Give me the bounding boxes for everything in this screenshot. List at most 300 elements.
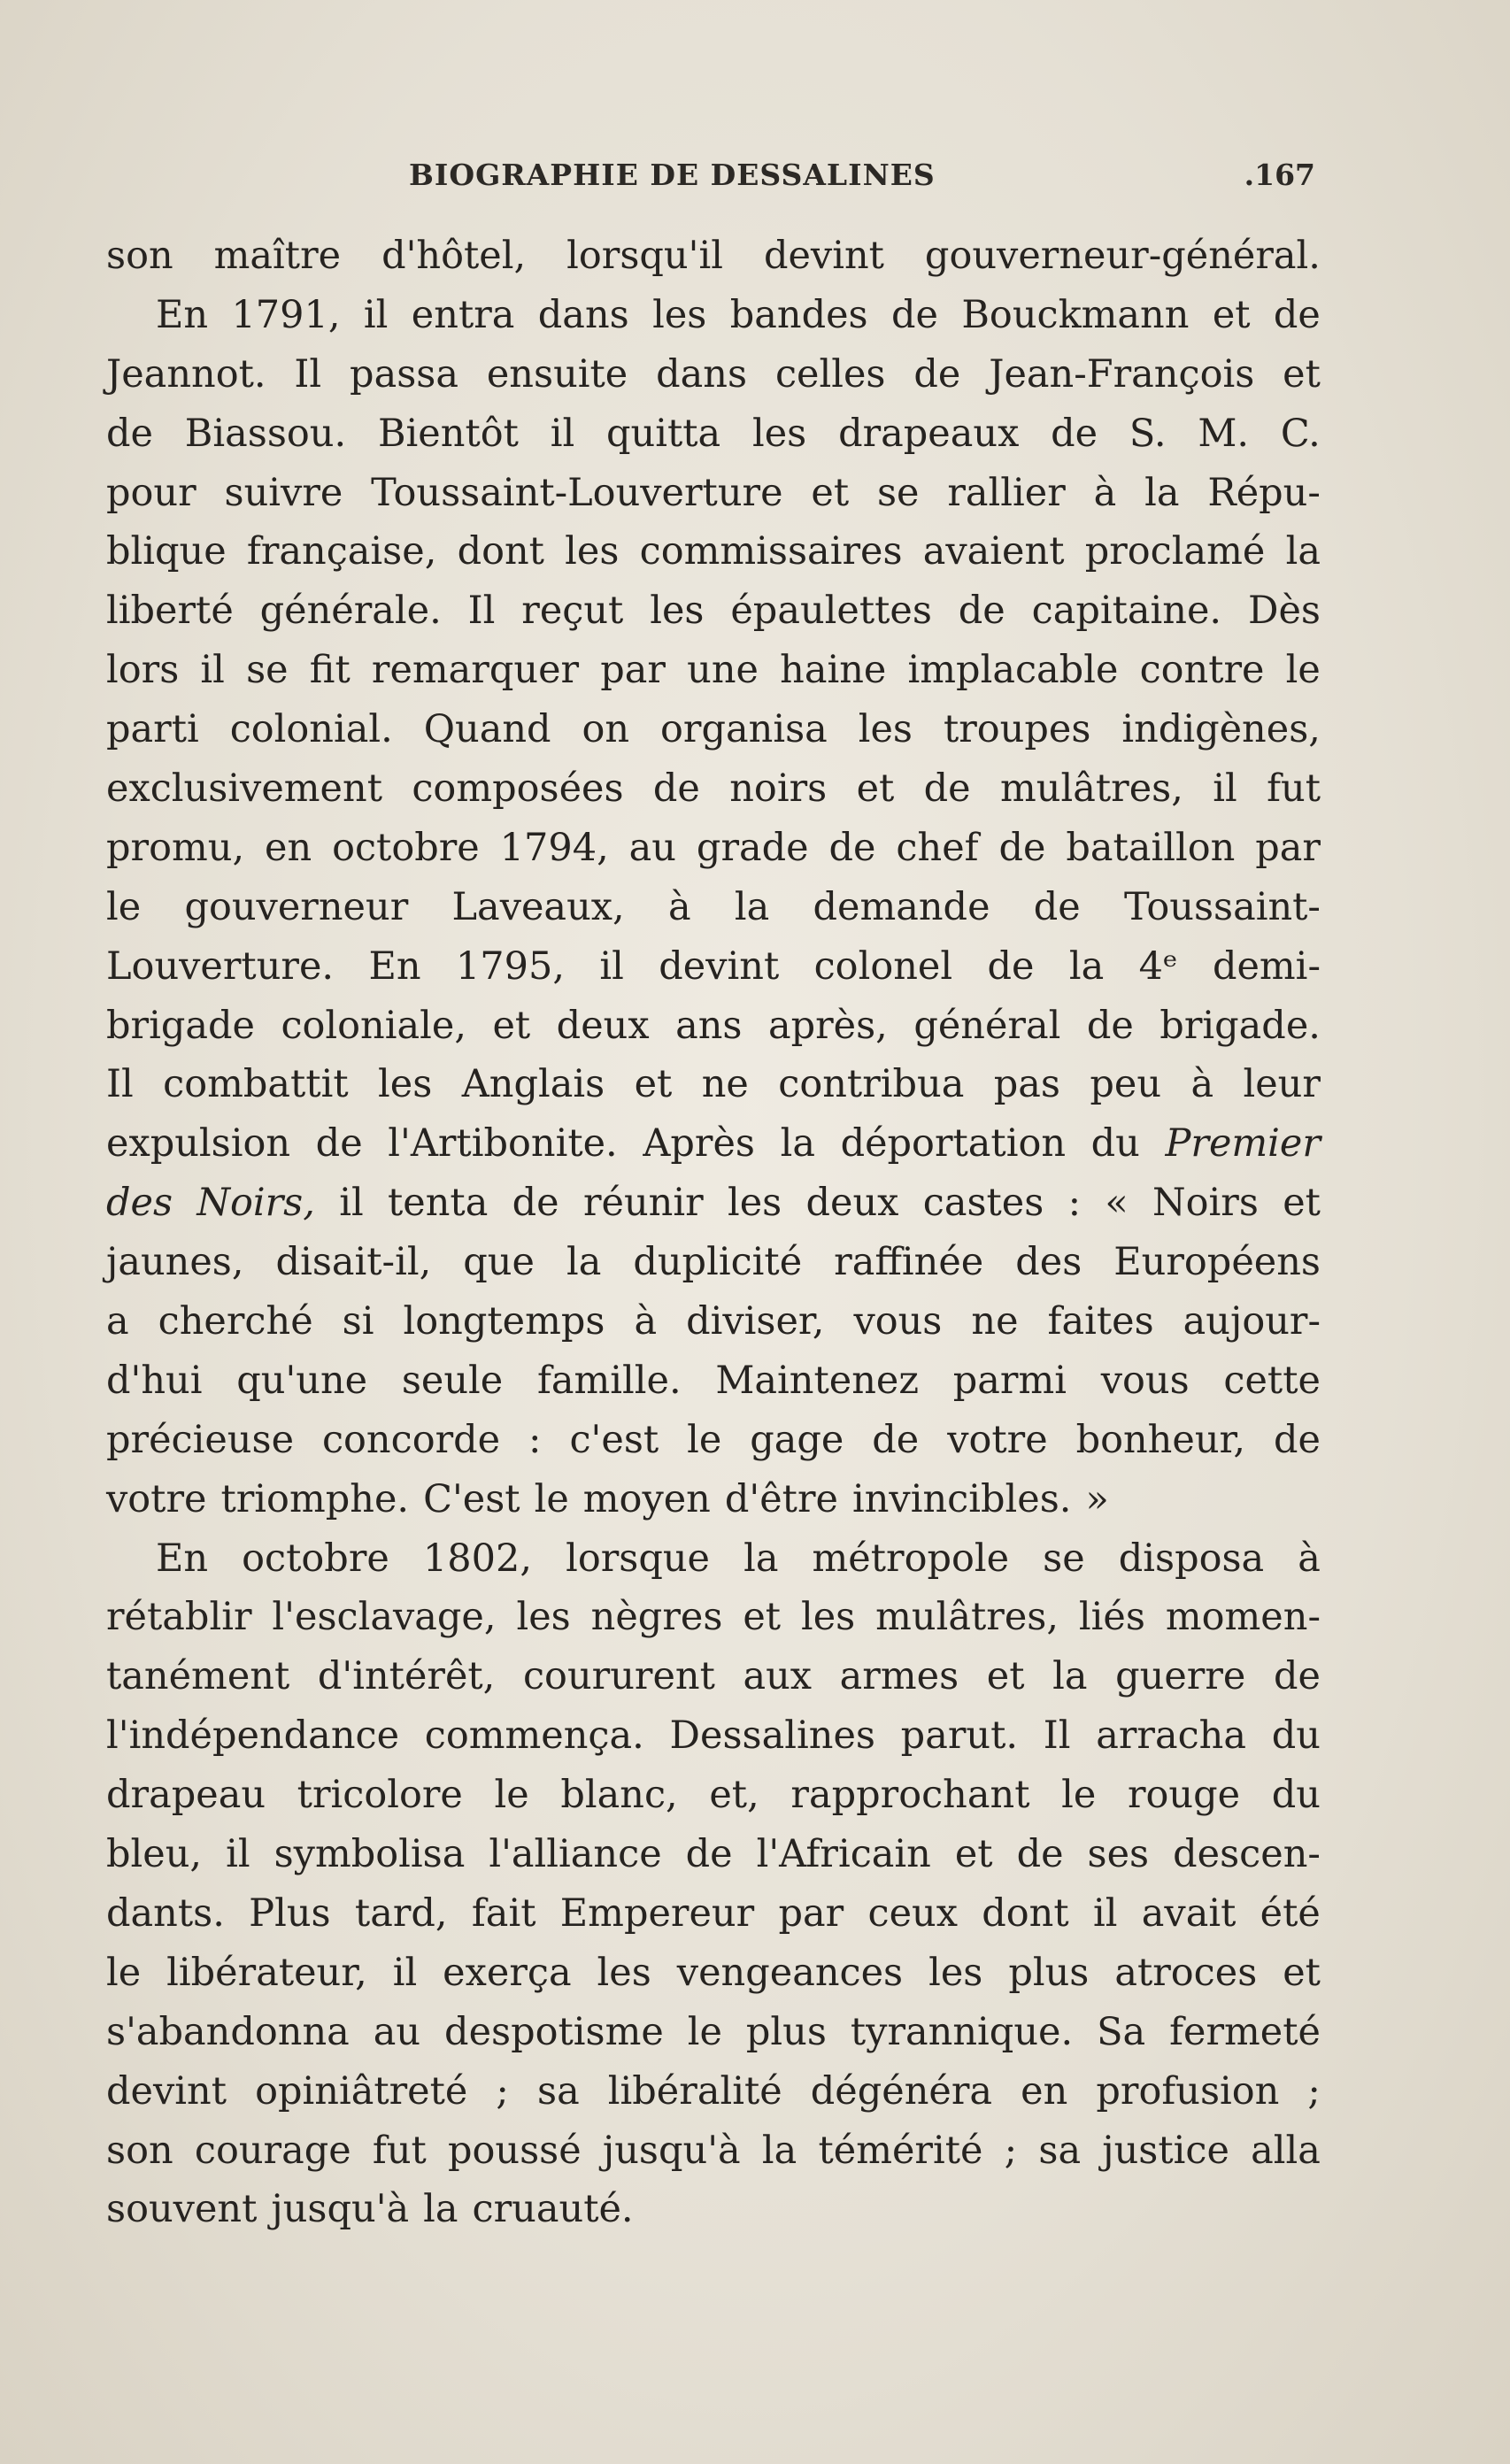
word: s'abandonna bbox=[106, 2009, 350, 2054]
word: rétablir bbox=[106, 1595, 252, 1640]
word: au bbox=[628, 825, 677, 870]
text-line bbox=[106, 2062, 1321, 2121]
word: dont bbox=[982, 1890, 1069, 1936]
word: En bbox=[368, 943, 421, 989]
word: leur bbox=[1243, 1062, 1321, 1107]
word: aux bbox=[743, 1654, 813, 1699]
word: demande bbox=[813, 884, 990, 929]
word: faites bbox=[1047, 1299, 1154, 1344]
word: Jean-François bbox=[989, 351, 1255, 397]
text-line bbox=[106, 1174, 1321, 1233]
word: organisa bbox=[660, 707, 828, 752]
text-line bbox=[106, 641, 1321, 700]
text-line bbox=[106, 1825, 1321, 1884]
word: et bbox=[743, 1595, 782, 1640]
word: par bbox=[600, 648, 666, 693]
word: de bbox=[923, 766, 971, 812]
word: despotisme bbox=[444, 2009, 664, 2054]
word: parmi bbox=[952, 1358, 1067, 1403]
word: Quand bbox=[423, 707, 551, 752]
word: atroces bbox=[1114, 1950, 1258, 1995]
word: d'hui bbox=[106, 1358, 203, 1403]
word: Premier bbox=[1165, 1121, 1321, 1167]
text-line bbox=[106, 2180, 1321, 2239]
word: invincibles. bbox=[851, 1476, 1072, 1521]
word: Bientôt bbox=[377, 411, 519, 456]
word: de bbox=[1273, 292, 1321, 337]
word: commissaires bbox=[639, 529, 903, 574]
word: En bbox=[156, 292, 209, 337]
word: 4ᵉ bbox=[1138, 943, 1178, 989]
text-line bbox=[106, 700, 1321, 759]
word: composées bbox=[412, 766, 624, 812]
word: et bbox=[856, 766, 895, 812]
word: Il bbox=[467, 589, 496, 634]
text-line bbox=[106, 522, 1321, 581]
word: de bbox=[1051, 411, 1098, 456]
word: combattit bbox=[163, 1062, 349, 1107]
word: avaient bbox=[922, 529, 1065, 574]
word: à bbox=[1190, 1062, 1214, 1107]
word: promu, bbox=[106, 825, 245, 870]
word: la bbox=[1144, 470, 1180, 515]
text-line bbox=[106, 878, 1321, 937]
word: jaunes, bbox=[106, 1240, 244, 1285]
word: » bbox=[1085, 1476, 1109, 1521]
word: à bbox=[634, 1299, 658, 1344]
word: d'intérêt, bbox=[317, 1654, 496, 1699]
word: expulsion bbox=[106, 1121, 291, 1167]
word: 1795, bbox=[455, 943, 565, 989]
word: ; bbox=[1004, 2128, 1018, 2173]
word: Plus bbox=[249, 1890, 331, 1936]
word: les bbox=[652, 292, 707, 337]
word: les bbox=[565, 529, 620, 574]
word: parti bbox=[106, 707, 199, 752]
word: colonial. bbox=[229, 707, 393, 752]
word: octobre bbox=[332, 825, 480, 870]
text-line bbox=[106, 404, 1321, 464]
word: contre bbox=[1139, 648, 1265, 693]
word: ensuite bbox=[486, 351, 628, 397]
word: de bbox=[872, 1417, 920, 1462]
word: rouge bbox=[1127, 1773, 1241, 1818]
body-text bbox=[106, 227, 1321, 2239]
word: de bbox=[998, 825, 1046, 870]
running-title: BIOGRAPHIE DE DESSALINES bbox=[409, 158, 936, 192]
word: son bbox=[106, 2128, 173, 2173]
word: ; bbox=[1307, 2068, 1321, 2114]
word: cherché bbox=[158, 1299, 313, 1344]
word: de bbox=[1086, 1003, 1134, 1048]
word: entra bbox=[411, 292, 515, 337]
word: deux bbox=[805, 1181, 899, 1226]
word: Bouckmann bbox=[961, 292, 1190, 337]
word: les bbox=[751, 411, 807, 456]
text-line bbox=[106, 1944, 1321, 2003]
word: libéralité bbox=[607, 2068, 782, 2114]
word: blanc, bbox=[560, 1773, 678, 1818]
word: Empereur bbox=[559, 1890, 755, 1936]
word: les bbox=[858, 707, 913, 752]
word: le bbox=[534, 1476, 569, 1521]
text-line bbox=[106, 759, 1321, 819]
word: à bbox=[667, 884, 691, 929]
word: proclamé bbox=[1084, 529, 1266, 574]
word: du bbox=[1271, 1713, 1321, 1759]
word: du bbox=[1090, 1121, 1140, 1167]
word: et bbox=[1283, 1950, 1321, 1995]
word: duplicité bbox=[633, 1240, 803, 1285]
word: vengeances bbox=[676, 1950, 904, 1995]
word: plus bbox=[1008, 1950, 1090, 1995]
text-line bbox=[106, 2003, 1321, 2062]
word: drapeaux bbox=[838, 411, 1020, 456]
word: mulâtres, bbox=[875, 1595, 1059, 1640]
word: la bbox=[1285, 529, 1321, 574]
word: à bbox=[1093, 470, 1117, 515]
word: il bbox=[226, 1832, 250, 1877]
word: de bbox=[652, 766, 700, 812]
word: aujour- bbox=[1183, 1299, 1321, 1344]
word: les bbox=[800, 1595, 856, 1640]
word: rapprochant bbox=[790, 1773, 1030, 1818]
word: quitta bbox=[606, 411, 721, 456]
word: et bbox=[634, 1062, 673, 1107]
word: liberté bbox=[106, 589, 234, 634]
word: poussé bbox=[448, 2128, 582, 2173]
word: mulâtres, bbox=[1000, 766, 1183, 812]
word: témérité bbox=[818, 2128, 983, 2173]
word: fermeté bbox=[1169, 2009, 1321, 2054]
word: guerre bbox=[1115, 1654, 1246, 1699]
word: octobre bbox=[242, 1536, 389, 1581]
word: le bbox=[1285, 648, 1321, 693]
word: des bbox=[1015, 1240, 1082, 1285]
word: devint bbox=[763, 234, 884, 278]
word: se bbox=[246, 648, 289, 693]
text-line bbox=[106, 345, 1321, 404]
word: commença. bbox=[424, 1713, 644, 1759]
text-line bbox=[106, 1706, 1321, 1766]
word: passa bbox=[350, 351, 458, 397]
word: l'esclavage, bbox=[272, 1595, 497, 1640]
word: général bbox=[913, 1003, 1061, 1048]
word: des bbox=[106, 1181, 173, 1226]
word: souvent bbox=[106, 2187, 258, 2232]
running-head bbox=[113, 158, 1315, 202]
word: bleu, bbox=[106, 1832, 203, 1877]
word: votre bbox=[106, 1476, 207, 1521]
word: ; bbox=[496, 2068, 509, 2114]
word: jusqu'à bbox=[602, 2128, 741, 2173]
word: dants. bbox=[106, 1890, 225, 1936]
word: vous bbox=[853, 1299, 943, 1344]
word: brigade bbox=[106, 1003, 255, 1048]
word: Laveaux, bbox=[451, 884, 625, 929]
word: les bbox=[928, 1950, 983, 1995]
word: et bbox=[492, 1003, 531, 1048]
word: si bbox=[342, 1299, 374, 1344]
word: et bbox=[811, 470, 850, 515]
word: la bbox=[423, 2187, 458, 2232]
word: triomphe. bbox=[220, 1476, 410, 1521]
word: remarquer bbox=[371, 648, 580, 693]
page-number: .167 bbox=[1244, 158, 1315, 192]
word: il bbox=[1213, 766, 1237, 812]
word: longtemps bbox=[403, 1299, 605, 1344]
text-line bbox=[106, 1470, 1321, 1529]
word: brigade. bbox=[1159, 1003, 1321, 1048]
word: exclusivement bbox=[106, 766, 382, 812]
word: la bbox=[734, 884, 770, 929]
word: de bbox=[890, 292, 938, 337]
word: capitaine. bbox=[1031, 589, 1222, 634]
word: seule bbox=[401, 1358, 504, 1403]
word: le bbox=[106, 884, 142, 929]
word: et, bbox=[709, 1773, 759, 1818]
word: drapeau bbox=[106, 1773, 266, 1818]
word: momen- bbox=[1165, 1595, 1321, 1640]
word: ceux bbox=[867, 1890, 958, 1936]
word: de bbox=[1273, 1417, 1321, 1462]
word: la bbox=[566, 1240, 602, 1285]
word: alla bbox=[1251, 2128, 1321, 2173]
word: Toussaint- bbox=[1124, 884, 1321, 929]
word: fut bbox=[1267, 766, 1321, 812]
word: pour bbox=[106, 470, 196, 515]
word: l'Artibonite. bbox=[388, 1121, 618, 1167]
word: lorsqu'il bbox=[566, 234, 723, 278]
word: Européens bbox=[1113, 1240, 1321, 1285]
word: le bbox=[106, 1950, 142, 1995]
word: du bbox=[1271, 1773, 1321, 1818]
word: courage bbox=[194, 2128, 351, 2173]
word: Biassou. bbox=[184, 411, 347, 456]
word: coloniale, bbox=[281, 1003, 466, 1048]
word: l'alliance bbox=[489, 1832, 662, 1877]
word: l'indépendance bbox=[106, 1713, 400, 1759]
text-line bbox=[106, 997, 1321, 1056]
text-line bbox=[106, 1114, 1321, 1174]
word: Toussaint-Louverture bbox=[371, 470, 783, 515]
text-line bbox=[106, 1233, 1321, 1292]
word: lors bbox=[106, 648, 180, 693]
word: de bbox=[512, 1181, 559, 1226]
word: la bbox=[1052, 1654, 1088, 1699]
word: parut. bbox=[900, 1713, 1019, 1759]
word: 1802, bbox=[422, 1536, 532, 1581]
word: par bbox=[778, 1890, 844, 1936]
word: Noirs bbox=[1152, 1181, 1259, 1226]
word: Répu- bbox=[1207, 470, 1321, 515]
word: dans bbox=[537, 292, 629, 337]
word: au bbox=[373, 2009, 421, 2054]
word: haine bbox=[780, 648, 887, 693]
word: Dès bbox=[1247, 589, 1321, 634]
word: Après bbox=[643, 1121, 755, 1167]
word: l'Africain bbox=[756, 1832, 931, 1877]
word: la bbox=[743, 1536, 779, 1581]
word: bataillon bbox=[1066, 825, 1236, 870]
word: c'est bbox=[569, 1417, 659, 1462]
word: pas bbox=[993, 1062, 1060, 1107]
word: grade bbox=[696, 825, 809, 870]
word: fut bbox=[372, 2128, 427, 2173]
text-line bbox=[106, 937, 1321, 997]
word: dégénéra bbox=[810, 2068, 993, 2114]
word: indigènes, bbox=[1121, 707, 1321, 752]
word: après, bbox=[767, 1003, 888, 1048]
word: épaulettes bbox=[730, 589, 932, 634]
word: moyen bbox=[582, 1476, 711, 1521]
word: Noirs, bbox=[196, 1181, 315, 1226]
word: exerça bbox=[443, 1950, 572, 1995]
word: tard, bbox=[354, 1890, 448, 1936]
word: suivre bbox=[224, 470, 343, 515]
word: disposa bbox=[1118, 1536, 1265, 1581]
word: chef bbox=[896, 825, 979, 870]
word: et bbox=[1212, 292, 1251, 337]
word: nègres bbox=[590, 1595, 723, 1640]
word: liés bbox=[1078, 1595, 1145, 1640]
word: déportation bbox=[840, 1121, 1067, 1167]
word: de bbox=[828, 825, 876, 870]
word: symbolisa bbox=[273, 1832, 466, 1877]
word: de bbox=[315, 1121, 363, 1167]
word: fait bbox=[471, 1890, 536, 1936]
word: sa bbox=[537, 2068, 580, 2114]
word: et bbox=[1283, 1181, 1321, 1226]
text-line bbox=[106, 464, 1321, 523]
word: se bbox=[876, 470, 920, 515]
word: votre bbox=[947, 1417, 1048, 1462]
word: troupes bbox=[943, 707, 1091, 752]
word: les bbox=[650, 589, 705, 634]
text-line bbox=[106, 1351, 1321, 1411]
word: raffinée bbox=[834, 1240, 984, 1285]
word: dont bbox=[457, 529, 544, 574]
text-line bbox=[106, 1647, 1321, 1706]
word: qu'une bbox=[236, 1358, 368, 1403]
word: en bbox=[265, 825, 312, 870]
word: Louverture. bbox=[106, 943, 335, 989]
word: Sa bbox=[1097, 2009, 1146, 2054]
word: maître bbox=[213, 234, 342, 278]
word: 1794, bbox=[499, 825, 609, 870]
word: Anglais bbox=[461, 1062, 605, 1107]
word: celles bbox=[774, 351, 886, 397]
word: armes bbox=[839, 1654, 959, 1699]
word: disait-il, bbox=[275, 1240, 432, 1285]
word: métropole bbox=[812, 1536, 1010, 1581]
word: que bbox=[463, 1240, 535, 1285]
word: deux bbox=[556, 1003, 650, 1048]
word: de bbox=[106, 411, 153, 456]
word: castes bbox=[922, 1181, 1044, 1226]
word: implacable bbox=[907, 648, 1119, 693]
word: M. bbox=[1198, 411, 1250, 456]
word: d'être bbox=[724, 1476, 838, 1521]
word: la bbox=[761, 2128, 797, 2173]
word: d'hôtel, bbox=[381, 234, 527, 278]
word: C'est bbox=[423, 1476, 520, 1521]
word: jusqu'à bbox=[271, 2187, 410, 2232]
word: les bbox=[597, 1950, 651, 1995]
word: Il bbox=[294, 351, 322, 397]
word: il bbox=[1092, 1890, 1118, 1936]
word: justice bbox=[1102, 2128, 1229, 2173]
word: et bbox=[954, 1832, 993, 1877]
word: la bbox=[780, 1121, 815, 1167]
word: reçut bbox=[521, 589, 624, 634]
word: ne bbox=[701, 1062, 749, 1107]
word: dans bbox=[656, 351, 748, 397]
word: les bbox=[727, 1181, 782, 1226]
word: bandes bbox=[729, 292, 868, 337]
word: il bbox=[363, 292, 389, 337]
word: réunir bbox=[582, 1181, 704, 1226]
word: et bbox=[986, 1654, 1025, 1699]
word: a bbox=[106, 1299, 129, 1344]
word: française, bbox=[246, 529, 437, 574]
word: tenta bbox=[388, 1181, 489, 1226]
word: En bbox=[156, 1536, 209, 1581]
word: lorsque bbox=[566, 1536, 710, 1581]
word: coururent bbox=[522, 1654, 715, 1699]
word: par bbox=[1255, 825, 1321, 870]
word: la bbox=[1068, 943, 1105, 989]
word: il bbox=[200, 648, 225, 693]
text-line bbox=[106, 1529, 1321, 1589]
word: le bbox=[494, 1773, 529, 1818]
word: en bbox=[1021, 2068, 1068, 2114]
word: gouverneur bbox=[184, 884, 409, 929]
word: de bbox=[685, 1832, 733, 1877]
word: devint bbox=[659, 943, 780, 989]
word: Dessalines bbox=[669, 1713, 875, 1759]
word: blique bbox=[106, 529, 227, 574]
word: de bbox=[1033, 884, 1081, 929]
word: de bbox=[913, 351, 961, 397]
word: été bbox=[1260, 1890, 1321, 1936]
word: profusion bbox=[1096, 2068, 1280, 2114]
word: il bbox=[599, 943, 624, 989]
text-line bbox=[106, 227, 1321, 286]
word: colonel bbox=[813, 943, 953, 989]
word: 1791, bbox=[231, 292, 341, 337]
text-line bbox=[106, 581, 1321, 641]
word: Maintenez bbox=[715, 1358, 920, 1403]
word: ans bbox=[675, 1003, 743, 1048]
word: cette bbox=[1223, 1358, 1321, 1403]
word: ses bbox=[1087, 1832, 1150, 1877]
word: : bbox=[528, 1417, 542, 1462]
word: plus bbox=[745, 2009, 827, 2054]
text-line bbox=[106, 1411, 1321, 1470]
word: gouverneur-général. bbox=[924, 234, 1321, 278]
text-line bbox=[106, 1588, 1321, 1647]
word: on bbox=[582, 707, 630, 752]
text-line bbox=[106, 1055, 1321, 1114]
text-line bbox=[106, 1884, 1321, 1944]
word: Il bbox=[1043, 1713, 1071, 1759]
word: il bbox=[550, 411, 575, 456]
word: S. bbox=[1129, 411, 1167, 456]
word: le bbox=[687, 1417, 722, 1462]
word: le bbox=[687, 2009, 722, 2054]
word: C. bbox=[1280, 411, 1321, 456]
